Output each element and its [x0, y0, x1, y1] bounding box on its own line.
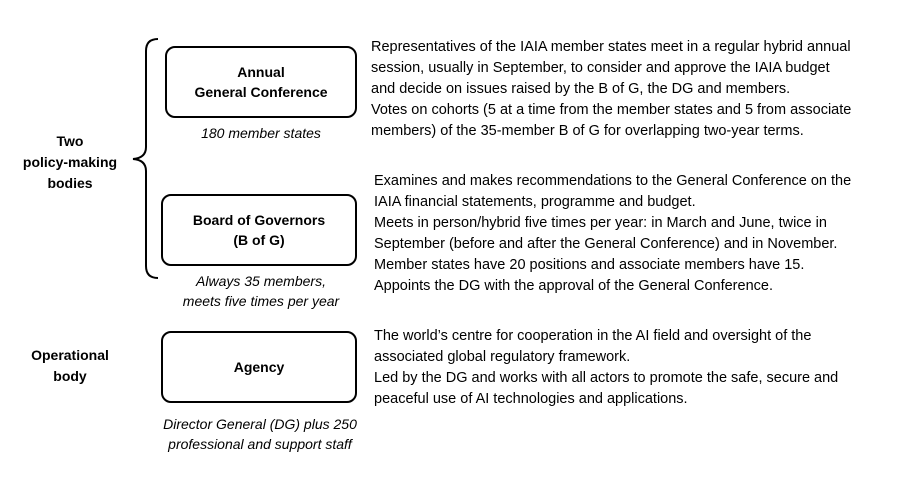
- board-of-governors-caption-line: meets five times per year: [182, 293, 340, 309]
- agency-caption-line: professional and support staff: [168, 436, 352, 452]
- general-conference-description: [371, 37, 891, 142]
- general-conference-caption: [150, 123, 372, 143]
- policy-bodies-brace: [120, 36, 164, 284]
- general-conference-description-line: session, usually in September, to consider and approve the IAIA budget: [371, 60, 830, 76]
- board-of-governors-description-line: Meets in person/hybrid five times per year: in March and June, twice in: [374, 215, 827, 231]
- policy-bodies-label-line: Two: [56, 133, 84, 149]
- policy-bodies-label-line: policy-making: [22, 154, 118, 170]
- operational-body-label-line: Operational: [31, 347, 109, 363]
- general-conference-caption-line: 180 member states: [201, 125, 321, 141]
- agency-description-line: The world’s centre for cooperation in the AI field and oversight of the: [374, 328, 812, 344]
- board-of-governors-description-line: IAIA financial statements, programme and budget.: [374, 194, 696, 210]
- board-of-governors-description-line: September (before and after the General Conference) and in November.: [374, 236, 838, 252]
- board-of-governors-description-line: Appoints the DG with the approval of the General Conference.: [374, 278, 773, 294]
- general-conference-name-line: General Conference: [194, 84, 328, 100]
- general-conference-description-line: and decide on issues raised by the B of G, the DG and members.: [371, 81, 791, 97]
- board-of-governors-box: [161, 194, 357, 266]
- agency-description-line: associated global regulatory framework.: [374, 349, 631, 365]
- operational-body-label-line: body: [53, 368, 87, 384]
- agency-description-line: Led by the DG and works with all actors to promote the safe, secure and: [374, 370, 839, 386]
- general-conference-description-line: Representatives of the IAIA member states meet in a regular hybrid annual: [371, 39, 851, 55]
- board-of-governors-name-line: (B of G): [233, 232, 285, 248]
- policy-bodies-label-line: bodies: [47, 175, 93, 191]
- agency-caption: [140, 414, 380, 454]
- board-of-governors-description: [374, 171, 894, 297]
- agency-caption-line: Director General (DG) plus 250: [163, 416, 357, 432]
- policy-bodies-label: [14, 131, 126, 194]
- board-of-governors-name-line: Board of Governors: [192, 212, 326, 228]
- agency-description-line: peaceful use of AI technologies and applications.: [374, 391, 688, 407]
- board-of-governors-caption-line: Always 35 members,: [196, 273, 326, 289]
- agency-box: [161, 331, 357, 403]
- board-of-governors-description-line: Member states have 20 positions and associate members have 15.: [374, 257, 805, 273]
- board-of-governors-description-line: Examines and makes recommendations to the General Conference on the: [374, 173, 852, 189]
- general-conference-name-line: Annual: [237, 64, 285, 80]
- general-conference-box: [165, 46, 357, 118]
- agency-description: [374, 326, 894, 410]
- agency-name-line: Agency: [233, 359, 285, 375]
- operational-body-label: [14, 345, 126, 387]
- general-conference-description-line: members) of the 35-member B of G for overlapping two-year terms.: [371, 123, 804, 139]
- board-of-governors-caption: [150, 271, 372, 311]
- general-conference-description-line: Votes on cohorts (5 at a time from the member states and 5 from associate: [371, 102, 852, 118]
